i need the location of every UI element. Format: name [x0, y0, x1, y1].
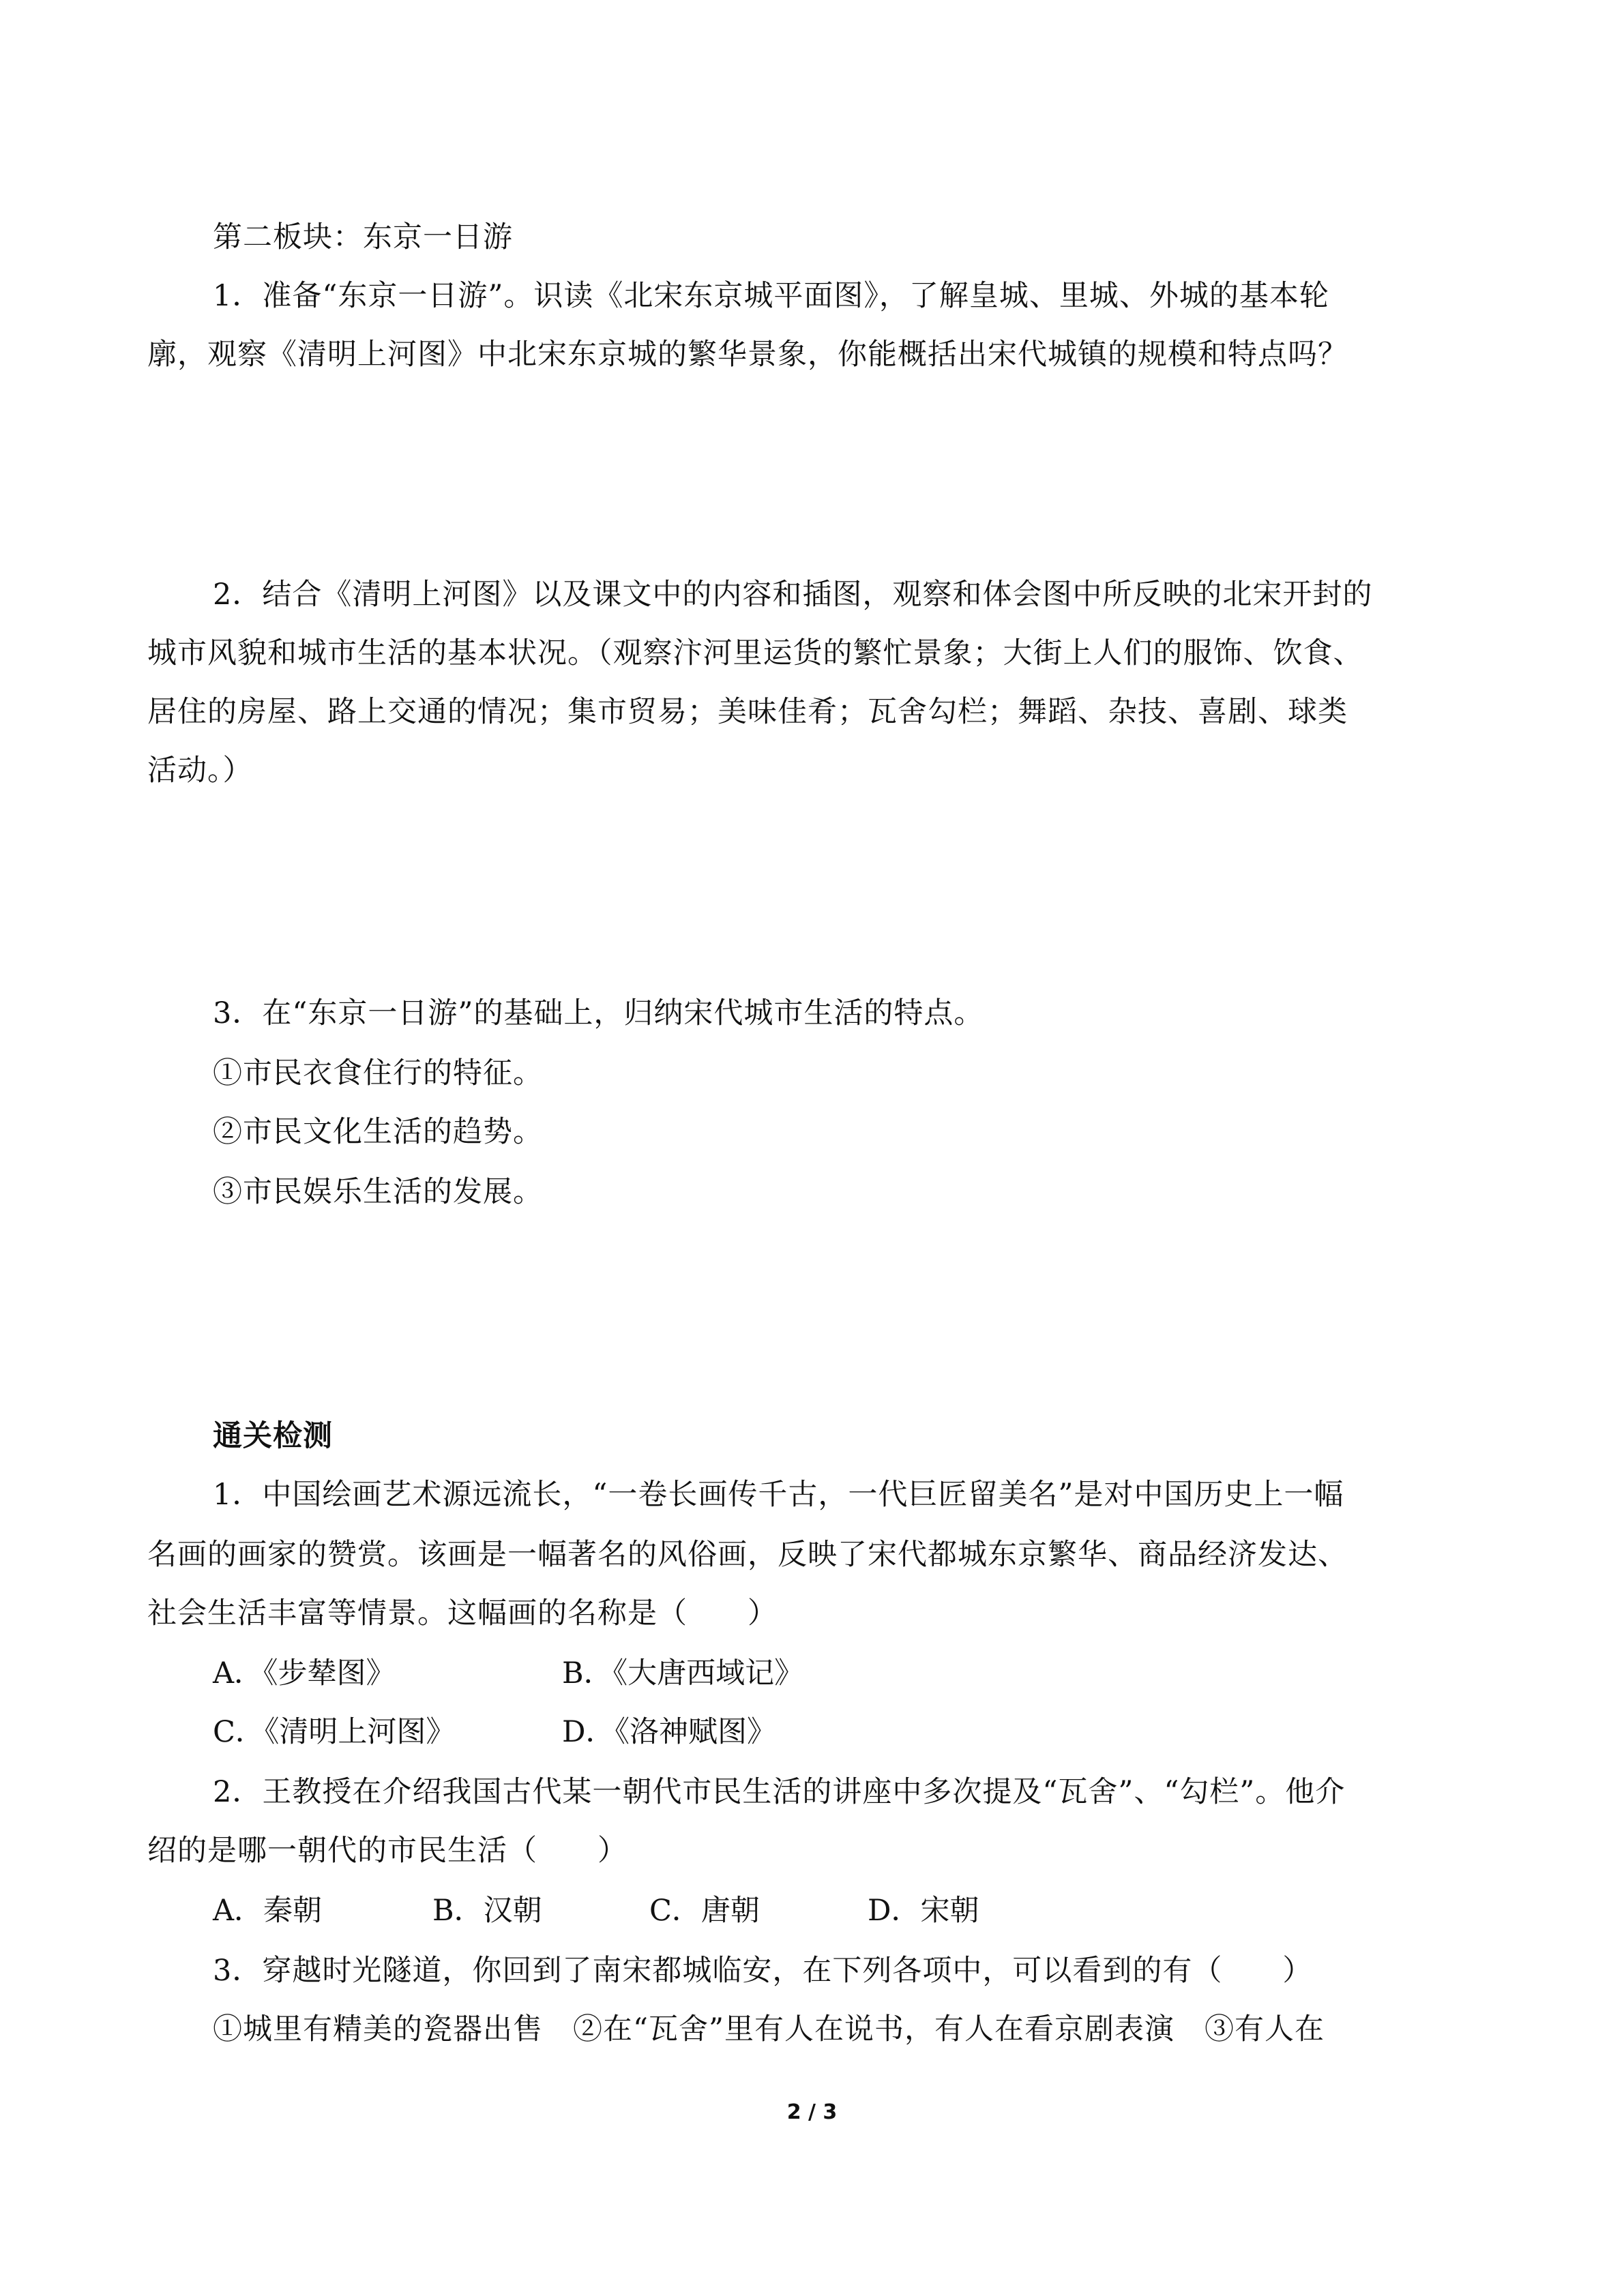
quiz-q1-line-1: 1．中国绘画艺术源远流长，“一卷长画传千古，一代巨匠留美名”是对中国历史上一幅	[213, 1478, 1344, 1512]
section-title: 第二板块：东京一日游	[213, 220, 513, 254]
quiz-q1-option-d: D．《洛神赋图》	[562, 1715, 776, 1749]
question-2-line-3: 居住的房屋、路上交通的情况；集市贸易；美味佳肴；瓦舍勾栏；舞蹈、杂技、喜剧、球类	[147, 695, 1348, 729]
quiz-q2-option-c: C．唐朝	[649, 1894, 760, 1928]
quiz-q2-line-1: 2．王教授在介绍我国古代某一朝代市民生活的讲座中多次提及“瓦舍”、“勾栏”。他介	[213, 1775, 1346, 1809]
page-number: 2 / 3	[786, 2100, 838, 2124]
question-1-line-1: 1．准备“东京一日游”。识读《北宋东京城平面图》，了解皇城、里城、外城的基本轮	[213, 279, 1329, 313]
question-3-item-3: ③市民娱乐生活的发展。	[213, 1175, 543, 1209]
quiz-q1-option-c: C．《清明上河图》	[213, 1715, 456, 1749]
question-2-line-1: 2．结合《清明上河图》以及课文中的内容和插图，观察和体会图中所反映的北宋开封的	[213, 578, 1373, 612]
quiz-q2-line-2: 绍的是哪一朝代的市民生活（ ）	[147, 1834, 628, 1868]
question-2-line-2: 城市风貌和城市生活的基本状况。（观察汴河里运货的繁忙景象；大街上人们的服饰、饮食、	[147, 636, 1363, 670]
quiz-q2-option-d: D．宋朝	[868, 1894, 979, 1928]
quiz-q1-option-b: B．《大唐西域记》	[562, 1656, 804, 1690]
question-3-item-1: ①市民衣食住行的特征。	[213, 1056, 543, 1090]
quiz-q1-line-3: 社会生活丰富等情景。这幅画的名称是（ ）	[147, 1596, 778, 1630]
quiz-q2-option-b: B．汉朝	[432, 1894, 542, 1928]
question-2-line-4: 活动。）	[147, 754, 253, 788]
quiz-q3-line-2: ①城里有精美的瓷器出售 ②在“瓦舍”里有人在说书，有人在看京剧表演 ③有人在	[213, 2012, 1325, 2046]
quiz-title: 通关检测	[213, 1419, 333, 1453]
quiz-q1-line-2: 名画的画家的赞赏。该画是一幅著名的风俗画，反映了宋代都城东京繁华、商品经济发达、	[147, 1538, 1348, 1572]
question-3-line-1: 3．在“东京一日游”的基础上，归纳宋代城市生活的特点。	[213, 996, 984, 1030]
quiz-q1-option-a: A．《步辇图》	[213, 1656, 396, 1690]
quiz-q3-line-1: 3．穿越时光隧道，你回到了南宋都城临安，在下列各项中，可以看到的有（ ）	[213, 1954, 1313, 1988]
quiz-q2-option-a: A．秦朝	[213, 1894, 323, 1928]
question-3-item-2: ②市民文化生活的趋势。	[213, 1115, 543, 1149]
question-1-line-2: 廓，观察《清明上河图》中北宋东京城的繁华景象，你能概括出宋代城镇的规模和特点吗？	[147, 338, 1348, 372]
